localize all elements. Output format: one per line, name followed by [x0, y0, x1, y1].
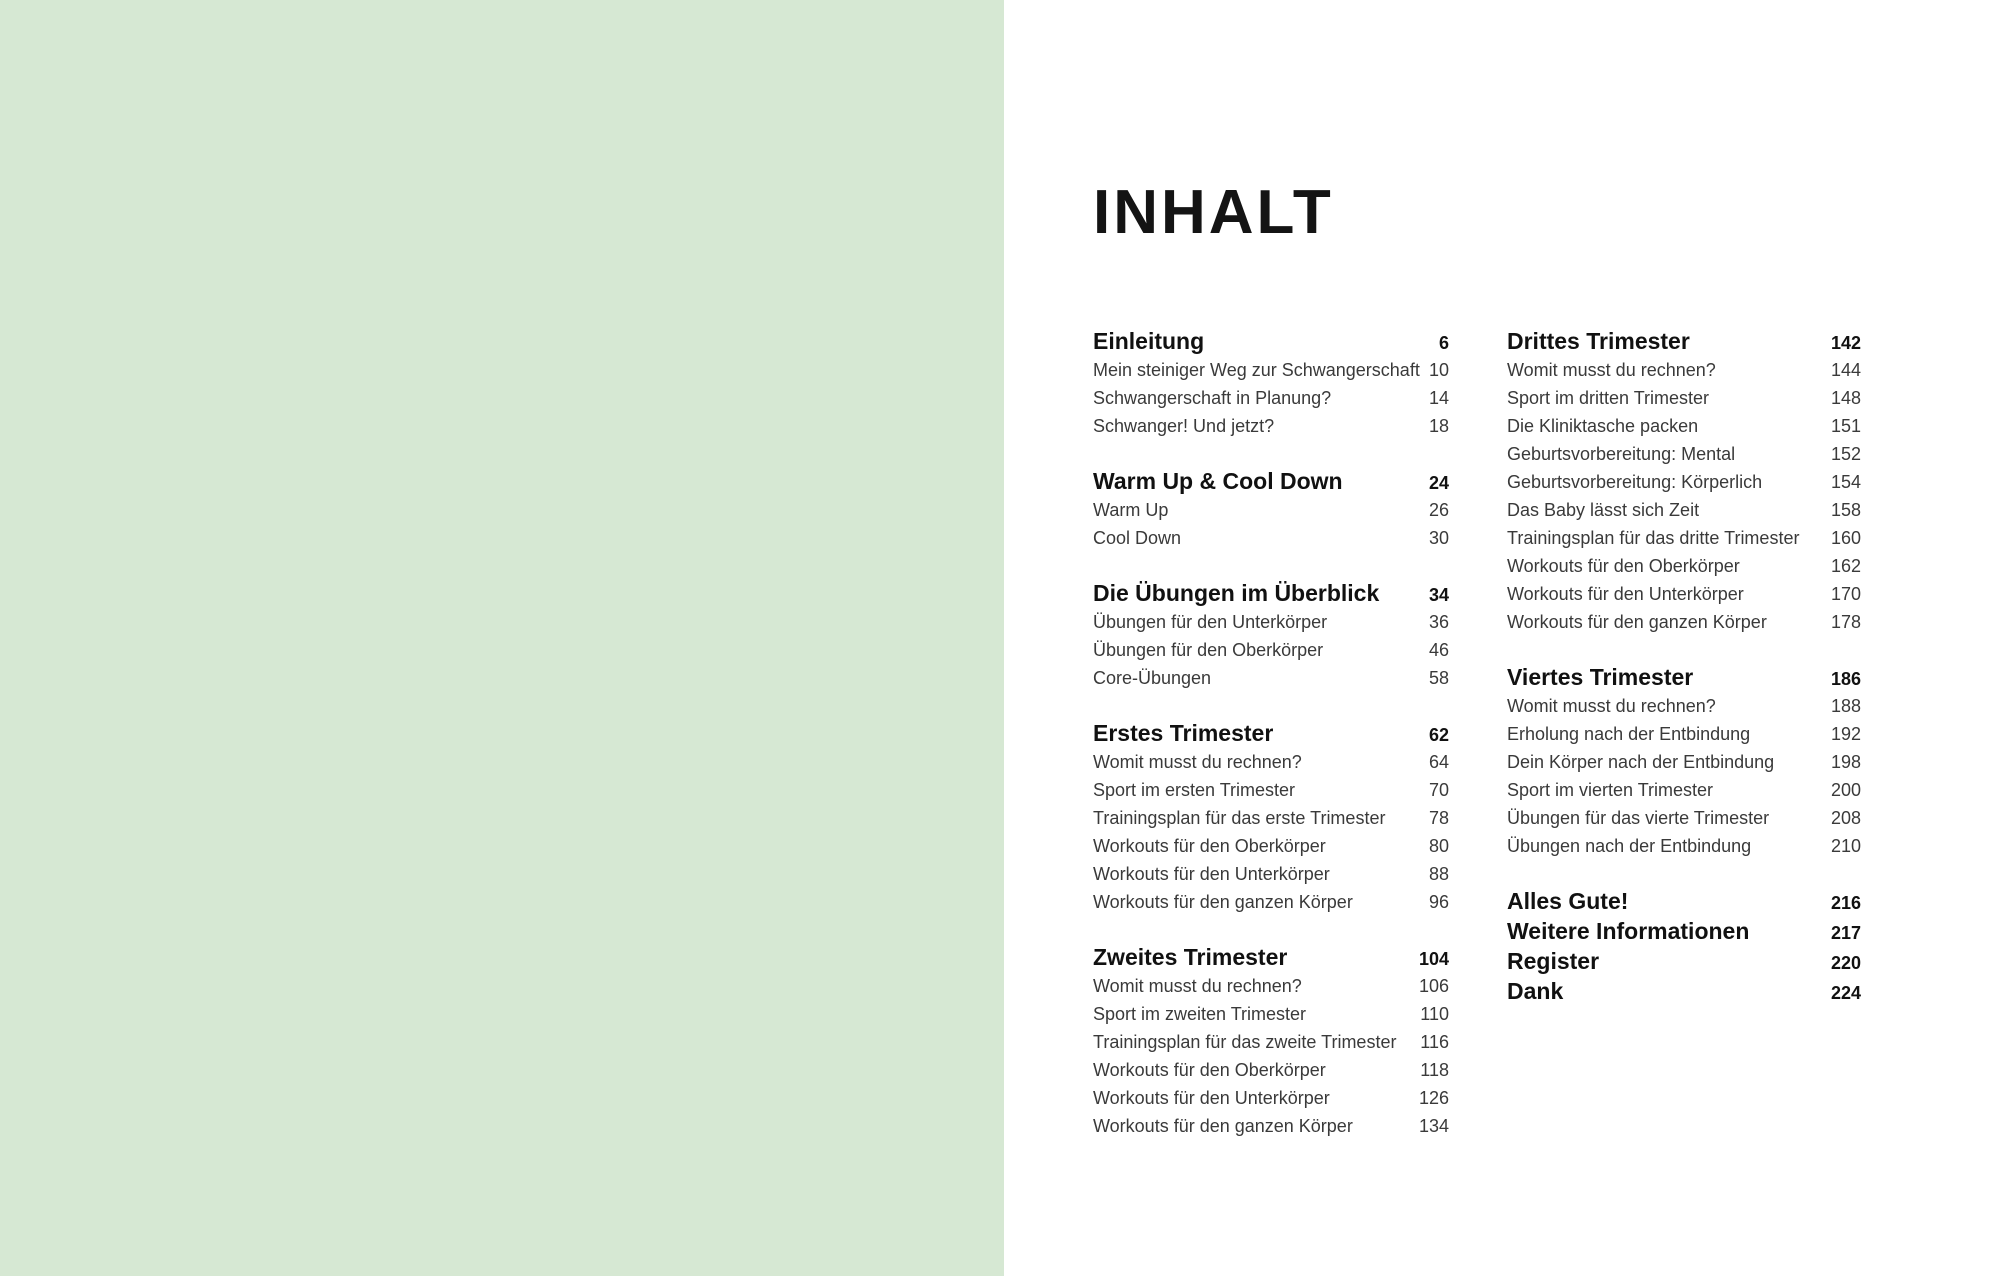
toc-page-number: 30	[1428, 528, 1449, 548]
toc-page-number: 152	[1830, 444, 1861, 464]
toc-page-number: 154	[1830, 472, 1861, 492]
toc-item-label: Workouts für den ganzen Körper	[1093, 892, 1353, 912]
toc-entry[interactable]	[1093, 608, 1449, 636]
toc-page-number: 160	[1830, 528, 1861, 548]
toc-page-number: 158	[1830, 500, 1861, 520]
toc-item-label: Die Kliniktasche packen	[1507, 416, 1699, 436]
toc-page-number: 186	[1830, 669, 1861, 689]
toc-page-number: 36	[1428, 612, 1449, 632]
toc-item-label: Übungen für das vierte Trimester	[1507, 808, 1770, 828]
toc-page-number: 110	[1420, 1004, 1449, 1024]
toc-page-number: 188	[1830, 696, 1861, 716]
toc-entry[interactable]	[1093, 384, 1449, 412]
toc-page-number: 162	[1830, 556, 1861, 576]
toc-section-heading[interactable]	[1093, 578, 1449, 608]
toc-entry[interactable]	[1507, 580, 1861, 608]
toc-item-label: Workouts für den Oberkörper	[1093, 1060, 1326, 1080]
toc-entry[interactable]	[1093, 888, 1449, 916]
toc-heading-label: Warm Up & Cool Down	[1093, 468, 1343, 494]
toc-entry[interactable]	[1507, 412, 1861, 440]
toc-item-label: Übungen für den Unterkörper	[1093, 612, 1328, 632]
toc-entry[interactable]	[1507, 468, 1861, 496]
toc-page-number: 134	[1418, 1116, 1449, 1136]
toc-entry[interactable]	[1093, 1084, 1449, 1112]
toc-section-heading[interactable]	[1093, 466, 1449, 496]
toc-page-number: 106	[1418, 976, 1449, 996]
toc-item-label: Workouts für den ganzen Körper	[1093, 1116, 1353, 1136]
toc-item-label: Sport im dritten Trimester	[1507, 388, 1710, 408]
toc-item-label: Dein Körper nach der Entbindung	[1507, 752, 1775, 772]
toc-item-label: Workouts für den ganzen Körper	[1507, 612, 1767, 632]
toc-entry[interactable]	[1507, 440, 1861, 468]
toc-item-label: Trainingsplan für das erste Trimester	[1093, 808, 1386, 828]
toc-section	[1093, 466, 1449, 552]
toc-entry[interactable]	[1093, 972, 1449, 1000]
toc-entry[interactable]	[1093, 636, 1449, 664]
toc-entry[interactable]	[1507, 776, 1861, 804]
toc-item-label: Das Baby lässt sich Zeit	[1507, 500, 1700, 520]
toc-page-number: 26	[1428, 500, 1449, 520]
toc-heading-label: Register	[1507, 948, 1600, 974]
toc-page-number: 78	[1428, 808, 1449, 828]
toc-entry[interactable]	[1093, 804, 1449, 832]
toc-section-heading[interactable]	[1507, 662, 1861, 692]
toc-entry[interactable]	[1507, 384, 1861, 412]
toc-page-number: 170	[1830, 584, 1861, 604]
toc-item-label: Übungen nach der Entbindung	[1507, 836, 1752, 856]
toc-item-label: Workouts für den Oberkörper	[1093, 836, 1326, 856]
toc-item-label: Geburtsvorbereitung: Mental	[1507, 444, 1736, 464]
toc-entry[interactable]	[1093, 496, 1449, 524]
toc-section-heading[interactable]	[1093, 326, 1449, 356]
toc-section	[1093, 326, 1449, 440]
toc-page-number: 151	[1830, 416, 1861, 436]
toc-page-number: 118	[1420, 1060, 1449, 1080]
toc-entry[interactable]	[1093, 1028, 1449, 1056]
toc-page-number: 216	[1830, 893, 1861, 913]
toc-page-number: 208	[1830, 808, 1861, 828]
toc-page-number: 62	[1428, 725, 1449, 745]
toc-page-number: 198	[1830, 752, 1861, 772]
toc-page-number: 144	[1830, 360, 1861, 380]
toc-item-label: Trainingsplan für das dritte Trimester	[1507, 528, 1800, 548]
page-title: INHALT	[1093, 178, 1334, 247]
toc-entry[interactable]	[1507, 720, 1861, 748]
toc-entry[interactable]	[1507, 496, 1861, 524]
toc-section	[1507, 662, 1861, 860]
toc-heading-label: Erstes Trimester	[1093, 720, 1274, 746]
toc-entry[interactable]	[1507, 804, 1861, 832]
toc-entry[interactable]	[1507, 552, 1861, 580]
toc-page-number: 192	[1830, 724, 1861, 744]
toc-item-label: Sport im ersten Trimester	[1093, 780, 1296, 800]
toc-heading-label: Drittes Trimester	[1507, 328, 1690, 354]
toc-item-label: Womit musst du rechnen?	[1507, 696, 1716, 716]
toc-page-number: 6	[1438, 333, 1449, 353]
toc-closing-entries	[1507, 886, 1861, 1006]
toc-page-number: 80	[1428, 836, 1449, 856]
toc-heading-label: Viertes Trimester	[1507, 664, 1694, 690]
toc-page-number: 18	[1428, 416, 1449, 436]
toc-item-label: Trainingsplan für das zweite Trimester	[1093, 1032, 1397, 1052]
toc-page-number: 96	[1428, 892, 1449, 912]
toc-entry[interactable]	[1507, 692, 1861, 720]
toc-closing-heading[interactable]	[1507, 886, 1861, 916]
toc-item-label: Schwangerschaft in Planung?	[1093, 388, 1332, 408]
toc-heading-label: Dank	[1507, 978, 1564, 1004]
toc-item-label: Übungen für den Oberkörper	[1093, 640, 1324, 660]
toc-entry[interactable]	[1093, 412, 1449, 440]
toc-item-label: Workouts für den Unterkörper	[1093, 864, 1330, 884]
toc-item-label: Warm Up	[1093, 500, 1169, 520]
toc-heading-label: Zweites Trimester	[1093, 944, 1288, 970]
toc-item-label: Womit musst du rechnen?	[1093, 752, 1302, 772]
toc-entry[interactable]	[1093, 832, 1449, 860]
toc-entry[interactable]	[1507, 356, 1861, 384]
toc-column-left	[1093, 326, 1449, 1166]
toc-section-heading[interactable]	[1093, 942, 1449, 972]
toc-closing-heading[interactable]	[1507, 946, 1861, 976]
toc-page-number: 217	[1830, 923, 1861, 943]
toc-page-number: 126	[1418, 1088, 1449, 1108]
toc-item-label: Cool Down	[1093, 528, 1182, 548]
toc-entry[interactable]	[1093, 1112, 1449, 1140]
toc-item-label: Erholung nach der Entbindung	[1507, 724, 1751, 744]
toc-page-number: 104	[1418, 949, 1449, 969]
toc-closing-heading[interactable]	[1507, 916, 1861, 946]
toc-page-number: 58	[1428, 668, 1449, 688]
toc-page-number: 46	[1428, 640, 1449, 660]
toc-item-label: Workouts für den Unterkörper	[1507, 584, 1744, 604]
toc-heading-label: Alles Gute!	[1507, 888, 1629, 914]
toc-entry[interactable]	[1093, 1000, 1449, 1028]
toc-entry[interactable]	[1093, 748, 1449, 776]
toc-section	[1093, 718, 1449, 916]
toc-entry[interactable]	[1093, 664, 1449, 692]
toc-section	[1093, 578, 1449, 692]
toc-item-label: Mein steiniger Weg zur Schwangerschaft	[1093, 360, 1420, 380]
toc-entry[interactable]	[1093, 356, 1449, 384]
toc-entry[interactable]	[1093, 776, 1449, 804]
toc-section-heading[interactable]	[1507, 326, 1861, 356]
toc-entry[interactable]	[1507, 832, 1861, 860]
toc-page-number: 148	[1830, 388, 1861, 408]
toc-item-label: Sport im vierten Trimester	[1507, 780, 1714, 800]
toc-page-number: 34	[1428, 585, 1449, 605]
toc-heading-label: Einleitung	[1093, 328, 1205, 354]
toc-page-number: 142	[1830, 333, 1861, 353]
toc-column-right	[1507, 326, 1861, 1006]
toc-entry[interactable]	[1093, 1056, 1449, 1084]
toc-entry[interactable]	[1093, 524, 1449, 552]
toc-item-label: Core-Übungen	[1093, 668, 1212, 688]
toc-page-number: 70	[1428, 780, 1449, 800]
toc-section	[1093, 942, 1449, 1140]
toc-heading-label: Weitere Informationen	[1507, 918, 1750, 944]
toc-entry[interactable]	[1093, 860, 1449, 888]
toc-item-label: Womit musst du rechnen?	[1507, 360, 1716, 380]
toc-item-label: Geburtsvorbereitung: Körperlich	[1507, 472, 1763, 492]
toc-page-number: 220	[1830, 953, 1861, 973]
toc-page-number: 64	[1428, 752, 1449, 772]
toc-page-number: 178	[1830, 612, 1861, 632]
toc-item-label: Workouts für den Unterkörper	[1093, 1088, 1330, 1108]
toc-page-number: 10	[1428, 360, 1449, 380]
toc-right-sections	[1507, 326, 1861, 860]
toc-page-number: 14	[1428, 388, 1449, 408]
toc-entry[interactable]	[1507, 608, 1861, 636]
toc-item-label: Schwanger! Und jetzt?	[1093, 416, 1275, 436]
toc-entry[interactable]	[1507, 748, 1861, 776]
toc-entry[interactable]	[1507, 524, 1861, 552]
toc-heading-label: Die Übungen im Überblick	[1093, 580, 1380, 606]
toc-section	[1507, 326, 1861, 636]
toc-page-number: 200	[1830, 780, 1861, 800]
toc-closing-heading[interactable]	[1507, 976, 1861, 1006]
toc-page-number: 24	[1428, 473, 1449, 493]
toc-item-label: Sport im zweiten Trimester	[1093, 1004, 1307, 1024]
toc-section-heading[interactable]	[1093, 718, 1449, 748]
toc-page-number: 88	[1428, 864, 1449, 884]
toc-item-label: Womit musst du rechnen?	[1093, 976, 1302, 996]
toc-item-label: Workouts für den Oberkörper	[1507, 556, 1740, 576]
toc-page-number: 116	[1420, 1032, 1449, 1052]
toc-page-number: 224	[1830, 983, 1861, 1003]
toc-page-number: 210	[1830, 836, 1861, 856]
